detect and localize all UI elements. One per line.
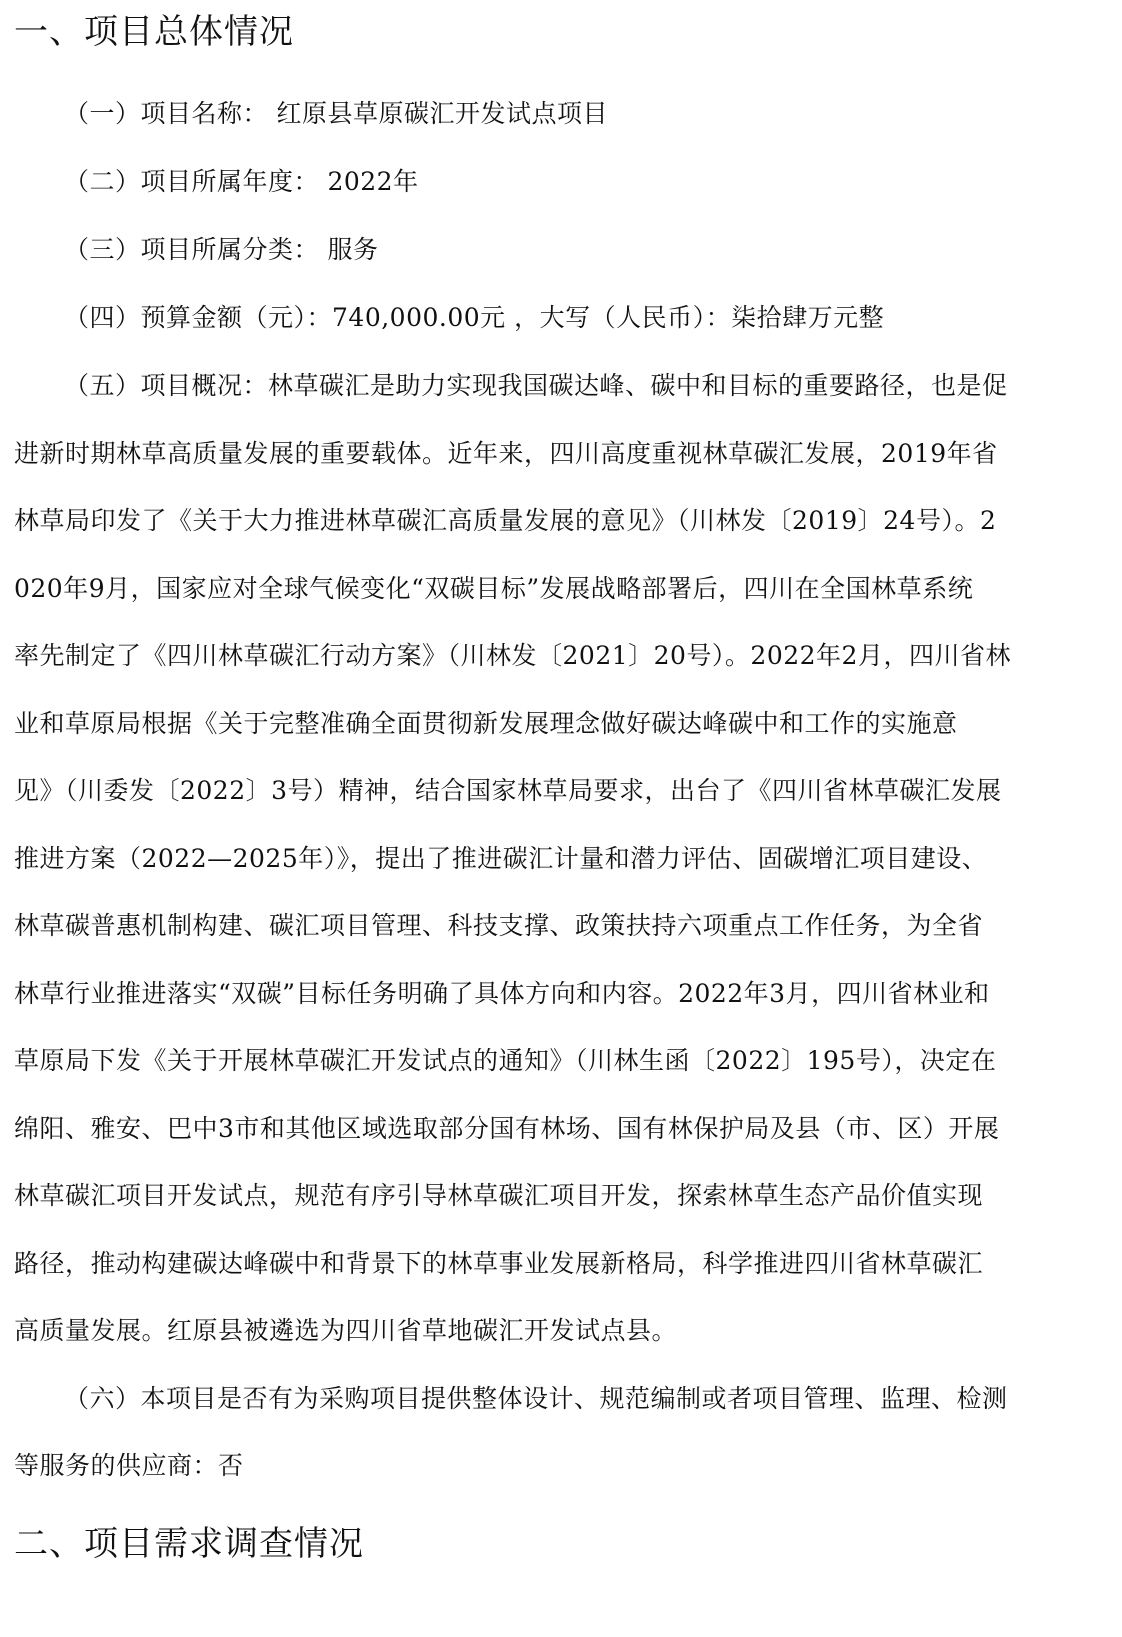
overview-line: 绵阳、雅安、巴中3市和其他区域选取部分国有林场、国有林保护局及县（市、区）开展 bbox=[14, 1113, 1000, 1143]
overview-line: 林草局印发了《关于大力推进林草碳汇高质量发展的意见》（川林发〔2019〕24号）。2 bbox=[14, 506, 997, 535]
overview-line: 020年9月，国家应对全球气候变化“双碳目标”发展战略部署后，四川在全国林草系统 bbox=[14, 573, 974, 603]
supplier-question-paragraph bbox=[14, 1365, 1094, 1500]
project-category-line: （三）项目所属分类： 服务 bbox=[64, 235, 379, 264]
overview-line: （五）项目概况：林草碳汇是助力实现我国碳达峰、碳中和目标的重要路径，也是促 bbox=[64, 371, 1008, 400]
overview-line: 率先制定了《四川林草碳汇行动方案》（川林发〔2021〕20号）。2022年2月，四川省林 bbox=[14, 641, 1011, 670]
overview-line: 林草行业推进落实“双碳”目标任务明确了具体方向和内容。2022年3月，四川省林业和 bbox=[14, 978, 990, 1008]
project-name-line: （一）项目名称： 红原县草原碳汇开发试点项目 bbox=[64, 99, 608, 128]
overview-line: 业和草原局根据《关于完整准确全面贯彻新发展理念做好碳达峰碳中和工作的实施意 bbox=[14, 708, 958, 738]
project-overview-paragraph bbox=[14, 352, 1094, 1365]
supplier-question-line: 等服务的供应商：否 bbox=[14, 1451, 244, 1480]
overview-line: 林草碳普惠机制构建、碳汇项目管理、科技支撑、政策扶持六项重点工作任务，为全省 bbox=[14, 911, 984, 940]
overview-line: 高质量发展。红原县被遴选为四川省草地碳汇开发试点县。 bbox=[14, 1316, 678, 1345]
overview-line: 推进方案（2022—2025年）》，提出了推进碳汇计量和潜力评估、固碳增汇项目建设、 bbox=[14, 843, 988, 873]
overview-line: 林草碳汇项目开发试点，规范有序引导林草碳汇项目开发，探索林草生态产品价值实现 bbox=[14, 1181, 984, 1210]
overview-line: 见》（川委发〔2022〕3号）精神，结合国家林草局要求，出台了《四川省林草碳汇发展 bbox=[14, 776, 1002, 805]
overview-line: 进新时期林草高质量发展的重要载体。近年来，四川高度重视林草碳汇发展，2019年省 bbox=[14, 438, 998, 468]
project-year-line: （二）项目所属年度： 2022年 bbox=[64, 167, 419, 196]
section2-heading: 二、项目需求调查情况 bbox=[14, 1523, 364, 1564]
overview-line: 草原局下发《关于开展林草碳汇开发试点的通知》（川林生函〔2022〕195号），决定在 bbox=[14, 1046, 997, 1075]
section1-heading: 一、项目总体情况 bbox=[14, 12, 294, 52]
overview-line: 路径，推动构建碳达峰碳中和背景下的林草事业发展新格局，科学推进四川省林草碳汇 bbox=[14, 1248, 984, 1278]
project-budget-line: （四）预算金额（元）：740,000.00元 ，大写（人民币）：柒拾肆万元整 bbox=[64, 303, 885, 332]
supplier-question-line: （六）本项目是否有为采购项目提供整体设计、规范编制或者项目管理、监理、检测 bbox=[64, 1383, 1008, 1413]
